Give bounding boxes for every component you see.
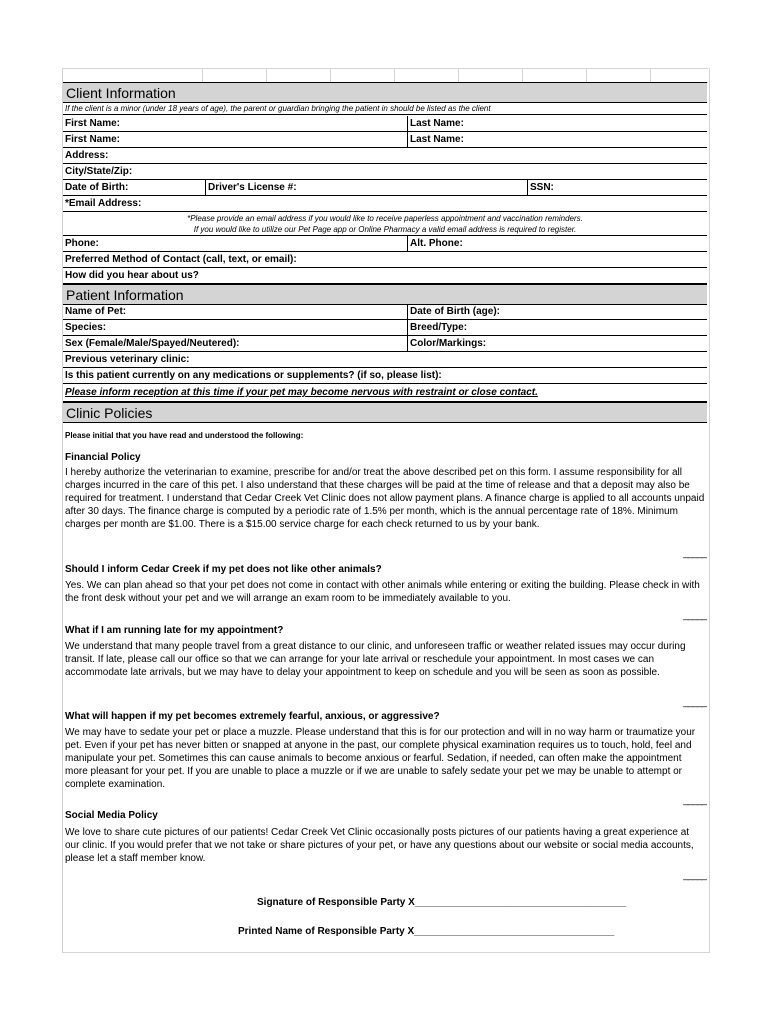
referral-field[interactable]: How did you hear about us?	[65, 270, 199, 281]
row-pet-name	[63, 304, 707, 320]
row-species	[63, 320, 707, 336]
initial-line-financial[interactable]: _____	[683, 548, 706, 559]
drivers-license-field[interactable]: Driver's License #:	[205, 180, 297, 195]
social-media-title: Social Media Policy	[65, 810, 158, 821]
row-name-2	[63, 132, 707, 148]
row-nervous-notice	[63, 384, 707, 402]
first-name-field[interactable]: First Name:	[65, 118, 121, 129]
row-email	[63, 196, 707, 212]
email-note	[63, 212, 707, 236]
policies-intro: Please initial that you have read and understood the following:	[65, 431, 304, 440]
other-animals-text: Yes. We can plan ahead so that your pet does not come in contact with other animals while entering or exiting the building. Please check in with the front desk without your pet and we will arrange an exam room to be immediately available to you.	[65, 580, 700, 604]
row-dob	[63, 180, 707, 196]
client-info-heading: Client Information	[63, 82, 707, 103]
email-note-line-1: *Please provide an email address if you would like to receive paperless appointment and vaccination reminders.	[187, 214, 583, 223]
running-late-title: What if I am running late for my appointment?	[65, 625, 284, 636]
ssn-field[interactable]: SSN:	[527, 180, 554, 195]
city-state-zip-field[interactable]: City/State/Zip:	[65, 166, 133, 177]
other-animals-title: Should I inform Cedar Creek if my pet does not like other animals?	[65, 564, 382, 575]
row-contact-method	[63, 252, 707, 268]
initial-line-late[interactable]: _____	[683, 697, 706, 708]
initial-line-fearful[interactable]: _____	[683, 795, 706, 806]
first-name-field-2[interactable]: First Name:	[65, 134, 121, 145]
social-media-text: We love to share cute pictures of our patients! Cedar Creek Vet Clinic occasionally posts pictures of our patients having a great experience at our clinic. If you would prefer that we not take or share pictures of your pet, or have any questions about our website or social media accounts, please let a staff member know.	[65, 827, 694, 864]
printed-name-line[interactable]: Printed Name of Responsible Party X____________________________________	[238, 926, 615, 937]
last-name-field[interactable]: Last Name:	[407, 116, 464, 131]
address-field[interactable]: Address:	[65, 150, 109, 161]
initial-line-animals[interactable]: _____	[683, 610, 706, 621]
fearful-pet-title: What will happen if my pet becomes extremely fearful, anxious, or aggressive?	[65, 711, 440, 722]
row-address	[63, 148, 707, 164]
row-medications	[63, 368, 707, 384]
fearful-pet-text: We may have to sedate your pet or place a muzzle. Please understand that this is for our protection and will in no way harm or traumatize your pet. Even if your pet has never bitten or snapped at anyone in the past, our complete physical examination requires us to touch, hold, feel and manipulate your pet. Sometimes this can cause animals to become anxious or fearful. Sedation, if needed, can often make the appointment more pleasant for your pet. If you are unable to place a muzzle or if we are unable to safely sedate your pet we may be unable to attempt or complete examination.	[65, 727, 696, 790]
financial-policy-title: Financial Policy	[65, 452, 141, 463]
contact-method-field[interactable]: Preferred Method of Contact (call, text, or email):	[65, 254, 297, 265]
row-sex	[63, 336, 707, 352]
clinic-policies-heading: Clinic Policies	[63, 402, 707, 423]
pet-dob-field[interactable]: Date of Birth (age):	[407, 304, 500, 319]
row-city	[63, 164, 707, 180]
row-name-1	[63, 116, 707, 132]
patient-info-heading: Patient Information	[63, 284, 707, 305]
color-markings-field[interactable]: Color/Markings:	[407, 336, 486, 351]
financial-policy-text: I hereby authorize the veterinarian to examine, prescribe for and/or treat the above described pet on this form. I assume responsibility for all charges incurred in the care of this pet. I also understand that these charges will be paid at the time of release and that a deposit may also be required for treatment. I understand that Cedar Creek Vet Clinic does not allow payment plans. A finance charge is applied to all accounts unpaid after 30 days. The finance charge is computed by a periodic rate of 1.5% per month, which is the annual percentage rate of 18%. Minimum charges per month are $1.00. There is a $15.00 service charge for each check returned to us by your bank.	[65, 467, 705, 530]
last-name-field-2[interactable]: Last Name:	[407, 132, 464, 147]
previous-clinic-field[interactable]: Previous veterinary clinic:	[65, 354, 190, 365]
client-dob-field[interactable]: Date of Birth:	[65, 182, 129, 193]
phone-field[interactable]: Phone:	[65, 238, 99, 249]
initial-line-social[interactable]: _____	[683, 870, 706, 881]
pet-name-field[interactable]: Name of Pet:	[65, 306, 127, 317]
nervous-notice: Please inform reception at this time if your pet may become nervous with restraint or close contact.	[65, 387, 538, 398]
email-field[interactable]: *Email Address:	[65, 198, 142, 209]
breed-field[interactable]: Breed/Type:	[407, 320, 467, 335]
medications-field[interactable]: Is this patient currently on any medications or supplements? (if so, please list):	[65, 370, 442, 381]
sex-field[interactable]: Sex (Female/Male/Spayed/Neutered):	[65, 338, 240, 349]
row-prev-clinic	[63, 352, 707, 368]
minor-note: If the client is a minor (under 18 years of age), the parent or guardian bringing the patient in should be listed as the client	[63, 103, 707, 115]
alt-phone-field[interactable]: Alt. Phone:	[407, 236, 463, 251]
row-phone	[63, 236, 707, 252]
species-field[interactable]: Species:	[65, 322, 107, 333]
running-late-text: We understand that many people travel from a great distance to our clinic, and unforeseen traffic or weather related issues may occur during transit. If late, please call our office so that we can arrange for your late arrival or reschedule your appointment. In most cases we can accommodate late arrivals, but we may have to delay your appointment to keep on schedule and you will be seen as soon as possible.	[65, 641, 686, 678]
row-referral	[63, 268, 707, 284]
email-note-line-2: If you would like to utilize our Pet Page app or Online Pharmacy a valid email address is required to register.	[193, 225, 577, 234]
signature-line[interactable]: Signature of Responsible Party X______________________________________	[257, 897, 627, 908]
